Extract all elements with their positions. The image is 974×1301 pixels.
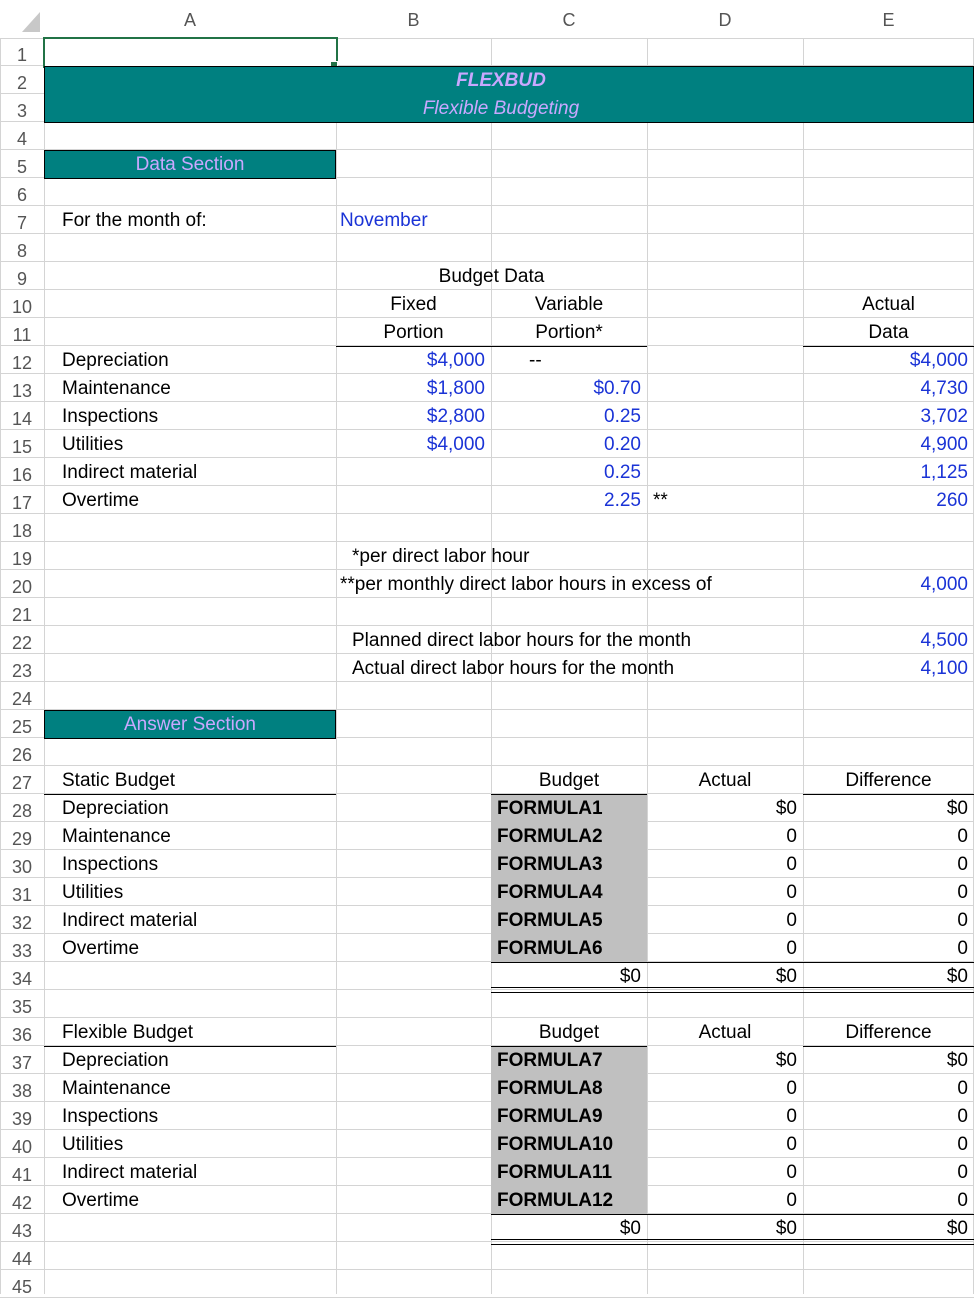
subtitle-flexible-budgeting[interactable]: Flexible Budgeting — [422, 98, 580, 119]
planned-hours-value[interactable]: 4,500 — [920, 630, 968, 651]
flexible-budget-difference-value[interactable]: 0 — [957, 1078, 968, 1099]
row-header-43[interactable]: 43 — [11, 1221, 33, 1241]
static-budget-formula-cell[interactable]: FORMULA6 — [491, 935, 647, 963]
flexible-budget-row-name[interactable]: Overtime — [62, 1190, 140, 1211]
title-flexbud[interactable]: FLEXBUD — [456, 70, 546, 91]
static-budget-formula-cell[interactable]: FORMULA2 — [491, 823, 647, 851]
static-budget-actual-value[interactable]: 0 — [786, 882, 797, 903]
row-header-13[interactable]: 13 — [11, 381, 33, 401]
grid-hline — [0, 1269, 974, 1270]
variable-value[interactable]: $0.70 — [593, 378, 641, 399]
flexible-budget-actual-value[interactable]: 0 — [786, 1162, 797, 1183]
static-budget-difference-value[interactable]: 0 — [957, 938, 968, 959]
row-header-20[interactable]: 20 — [11, 577, 33, 597]
row-header-24[interactable]: 24 — [11, 689, 33, 709]
static-budget-formula-cell[interactable]: FORMULA5 — [491, 907, 647, 935]
row-header-8[interactable]: 8 — [16, 241, 27, 261]
flexible-budget-total-budget[interactable]: $0 — [619, 1218, 641, 1239]
item-name[interactable]: Overtime — [62, 490, 140, 511]
static-budget-difference-value[interactable]: 0 — [957, 882, 968, 903]
actual-header-1[interactable]: Actual — [862, 294, 915, 315]
item-name[interactable]: Inspections — [62, 406, 159, 427]
static-budget-row-name[interactable]: Depreciation — [62, 798, 169, 819]
flexible-budget-title[interactable]: Flexible Budget — [62, 1022, 193, 1043]
row-header-42[interactable]: 42 — [11, 1193, 33, 1213]
static-budget-difference-value[interactable]: $0 — [946, 798, 968, 819]
flexible-budget-difference-value[interactable]: 0 — [957, 1162, 968, 1183]
flexible-budget-formula-cell[interactable]: FORMULA7 — [491, 1047, 647, 1075]
grid-hline — [0, 625, 974, 626]
column-header-a[interactable]: A — [44, 0, 336, 38]
flexible-budget-row-name[interactable]: Utilities — [62, 1134, 124, 1155]
fixed-value[interactable]: $1,800 — [426, 378, 485, 399]
overtime-note-marker[interactable]: ** — [653, 490, 668, 511]
row-header-22[interactable]: 22 — [11, 633, 33, 653]
row-header-3[interactable]: 3 — [16, 101, 27, 121]
item-name[interactable]: Indirect material — [62, 462, 198, 483]
fixed-header-2[interactable]: Portion — [383, 322, 444, 343]
flexible-budget-difference-value[interactable]: 0 — [957, 1134, 968, 1155]
actual-value[interactable]: 260 — [936, 490, 968, 511]
grid-hline — [0, 765, 974, 766]
row-header-44[interactable]: 44 — [11, 1249, 33, 1269]
static-budget-total-budget[interactable]: $0 — [619, 966, 641, 987]
actual-value[interactable]: 4,730 — [920, 378, 968, 399]
variable-value[interactable]: 0.20 — [604, 434, 641, 455]
select-all-corner[interactable] — [0, 0, 44, 38]
static-budget-row-name[interactable]: Utilities — [62, 882, 124, 903]
flexible-budget-formula-cell[interactable]: FORMULA12 — [491, 1187, 647, 1215]
flexible-budget-formula-cell[interactable]: FORMULA8 — [491, 1075, 647, 1103]
variable-header-2[interactable]: Portion* — [535, 322, 603, 343]
actual-value[interactable]: 1,125 — [920, 462, 968, 483]
answer-section-label[interactable]: Answer Section — [123, 714, 256, 735]
static-budget-budget-header[interactable]: Budget — [538, 770, 600, 791]
row-header-25[interactable]: 25 — [11, 717, 33, 737]
item-name[interactable]: Maintenance — [62, 378, 171, 399]
selected-cell-a1[interactable] — [43, 37, 338, 68]
row-header-17[interactable]: 17 — [11, 493, 33, 513]
flexible-budget-actual-header[interactable]: Actual — [698, 1022, 752, 1043]
static-budget-actual-value[interactable]: 0 — [786, 826, 797, 847]
static-budget-actual-header[interactable]: Actual — [698, 770, 752, 791]
flexible-budget-difference-header[interactable]: Difference — [845, 1022, 932, 1043]
static-budget-row-name[interactable]: Maintenance — [62, 826, 171, 847]
column-header-c[interactable]: C — [491, 0, 647, 38]
row-header-19[interactable]: 19 — [11, 549, 33, 569]
row-header-40[interactable]: 40 — [11, 1137, 33, 1157]
static-budget-title[interactable]: Static Budget — [62, 770, 176, 791]
flexible-budget-formula-cell[interactable]: FORMULA10 — [491, 1131, 647, 1159]
row-header-35[interactable]: 35 — [11, 997, 33, 1017]
row-header-14[interactable]: 14 — [11, 409, 33, 429]
actual-hours-value[interactable]: 4,100 — [920, 658, 968, 679]
fixed-value[interactable]: $4,000 — [426, 434, 485, 455]
grid-hline — [0, 1297, 974, 1298]
fixed-value[interactable]: $4,000 — [426, 350, 485, 371]
flexible-budget-row-name[interactable]: Inspections — [62, 1106, 159, 1127]
static-budget-actual-value[interactable]: 0 — [786, 854, 797, 875]
row-header-11[interactable]: 11 — [12, 325, 32, 345]
row-header-26[interactable]: 26 — [11, 745, 33, 765]
static-budget-row-name[interactable]: Overtime — [62, 938, 140, 959]
row-header-39[interactable]: 39 — [11, 1109, 33, 1129]
row-header-34[interactable]: 34 — [11, 969, 33, 989]
row-header-15[interactable]: 15 — [11, 437, 33, 457]
row-header-36[interactable]: 36 — [11, 1025, 33, 1045]
column-header-b[interactable]: B — [336, 0, 491, 38]
row-header-37[interactable]: 37 — [11, 1053, 33, 1073]
column-header-e[interactable]: E — [803, 0, 974, 38]
grid-hline — [0, 205, 974, 206]
row-header-4[interactable]: 4 — [16, 129, 27, 149]
budget-data-header[interactable]: Budget Data — [438, 266, 545, 287]
actual-header-2[interactable]: Data — [868, 322, 909, 343]
row-header-29[interactable]: 29 — [11, 829, 33, 849]
grid-hline — [0, 261, 974, 262]
flexible-budget-formula-cell[interactable]: FORMULA9 — [491, 1103, 647, 1131]
variable-value[interactable]: 0.25 — [604, 462, 641, 483]
row-header-1[interactable]: 1 — [16, 45, 27, 65]
static-budget-formula-cell[interactable]: FORMULA3 — [491, 851, 647, 879]
row-header-30[interactable]: 30 — [11, 857, 33, 877]
static-budget-row-name[interactable]: Indirect material — [62, 910, 198, 931]
row-header-27[interactable]: 27 — [11, 773, 33, 793]
planned-hours-label[interactable]: Planned direct labor hours for the month — [352, 630, 692, 651]
static-budget-actual-value[interactable]: 0 — [786, 938, 797, 959]
flexible-budget-actual-value[interactable]: 0 — [786, 1190, 797, 1211]
flexible-budget-actual-value[interactable]: 0 — [786, 1078, 797, 1099]
row-header-31[interactable]: 31 — [11, 885, 33, 905]
column-header-d[interactable]: D — [647, 0, 803, 38]
row-header-9[interactable]: 9 — [16, 269, 27, 289]
row-header-5[interactable]: 5 — [16, 157, 27, 177]
flexible-budget-difference-value[interactable]: $0 — [946, 1050, 968, 1071]
static-budget-difference-value[interactable]: 0 — [957, 854, 968, 875]
actual-value[interactable]: $4,000 — [909, 350, 968, 371]
flexible-budget-row-name[interactable]: Depreciation — [62, 1050, 169, 1071]
flexible-budget-total-difference[interactable]: $0 — [946, 1218, 968, 1239]
row-header-28[interactable]: 28 — [11, 801, 33, 821]
row-header-2[interactable]: 2 — [16, 73, 27, 93]
flexible-budget-actual-value[interactable]: 0 — [786, 1106, 797, 1127]
row-header-38[interactable]: 38 — [11, 1081, 33, 1101]
flexible-budget-row-name[interactable]: Maintenance — [62, 1078, 171, 1099]
month-label[interactable]: For the month of: — [62, 210, 207, 231]
actual-value[interactable]: 4,900 — [920, 434, 968, 455]
row-header-32[interactable]: 32 — [11, 913, 33, 933]
flexible-budget-budget-header[interactable]: Budget — [538, 1022, 600, 1043]
variable-value[interactable]: 2.25 — [604, 490, 641, 511]
item-name[interactable]: Depreciation — [62, 350, 169, 371]
row-header-23[interactable]: 23 — [11, 661, 33, 681]
row-header-45[interactable]: 45 — [11, 1277, 33, 1297]
static-budget-formula-cell[interactable]: FORMULA1 — [491, 795, 647, 823]
row-header-41[interactable]: 41 — [11, 1165, 33, 1185]
row-header-10[interactable]: 10 — [11, 297, 33, 317]
fixed-header-1[interactable]: Fixed — [390, 294, 437, 315]
static-budget-actual-value[interactable]: 0 — [786, 910, 797, 931]
static-budget-difference-value[interactable]: 0 — [957, 826, 968, 847]
variable-value[interactable]: 0.25 — [604, 406, 641, 427]
row-header-18[interactable]: 18 — [11, 521, 33, 541]
excess-hours-value[interactable]: 4,000 — [920, 574, 968, 595]
static-budget-total-actual[interactable]: $0 — [775, 966, 797, 987]
actual-value[interactable]: 3,702 — [920, 406, 968, 427]
static-budget-difference-header[interactable]: Difference — [845, 770, 932, 791]
static-budget-formula-cell[interactable]: FORMULA4 — [491, 879, 647, 907]
grid-hline — [0, 1017, 974, 1018]
flexible-budget-row-name[interactable]: Indirect material — [62, 1162, 198, 1183]
actual-hours-label[interactable]: Actual direct labor hours for the month — [352, 658, 675, 679]
row-header-12[interactable]: 12 — [11, 353, 33, 373]
row-header-16[interactable]: 16 — [11, 465, 33, 485]
variable-value[interactable]: -- — [529, 350, 542, 371]
flexible-budget-actual-value[interactable]: $0 — [775, 1050, 797, 1071]
grid-hline — [0, 541, 974, 542]
row-header-21[interactable]: 21 — [11, 605, 33, 625]
footnote-excess[interactable]: **per monthly direct labor hours in excess of — [340, 574, 712, 595]
flexible-budget-formula-cell[interactable]: FORMULA11 — [491, 1159, 647, 1187]
static-budget-difference-value[interactable]: 0 — [957, 910, 968, 931]
footnote-per-hour[interactable]: *per direct labor hour — [352, 546, 530, 567]
select-all-triangle-icon — [22, 12, 40, 32]
static-budget-actual-value[interactable]: $0 — [775, 798, 797, 819]
flexible-budget-difference-value[interactable]: 0 — [957, 1190, 968, 1211]
row-header-7[interactable]: 7 — [16, 213, 27, 233]
month-value[interactable]: November — [340, 210, 428, 231]
static-budget-total-difference[interactable]: $0 — [946, 966, 968, 987]
static-budget-row-name[interactable]: Inspections — [62, 854, 159, 875]
data-section-label[interactable]: Data Section — [135, 154, 245, 175]
static-budget-total-double-underline — [491, 987, 974, 993]
item-name[interactable]: Utilities — [62, 434, 124, 455]
fixed-value[interactable]: $2,800 — [426, 406, 485, 427]
row-header-33[interactable]: 33 — [11, 941, 33, 961]
flexible-budget-total-double-underline — [491, 1239, 974, 1245]
flexible-budget-difference-value[interactable]: 0 — [957, 1106, 968, 1127]
variable-header-1[interactable]: Variable — [534, 294, 604, 315]
flexible-budget-actual-value[interactable]: 0 — [786, 1134, 797, 1155]
row-header-6[interactable]: 6 — [16, 185, 27, 205]
flexible-budget-total-actual[interactable]: $0 — [775, 1218, 797, 1239]
